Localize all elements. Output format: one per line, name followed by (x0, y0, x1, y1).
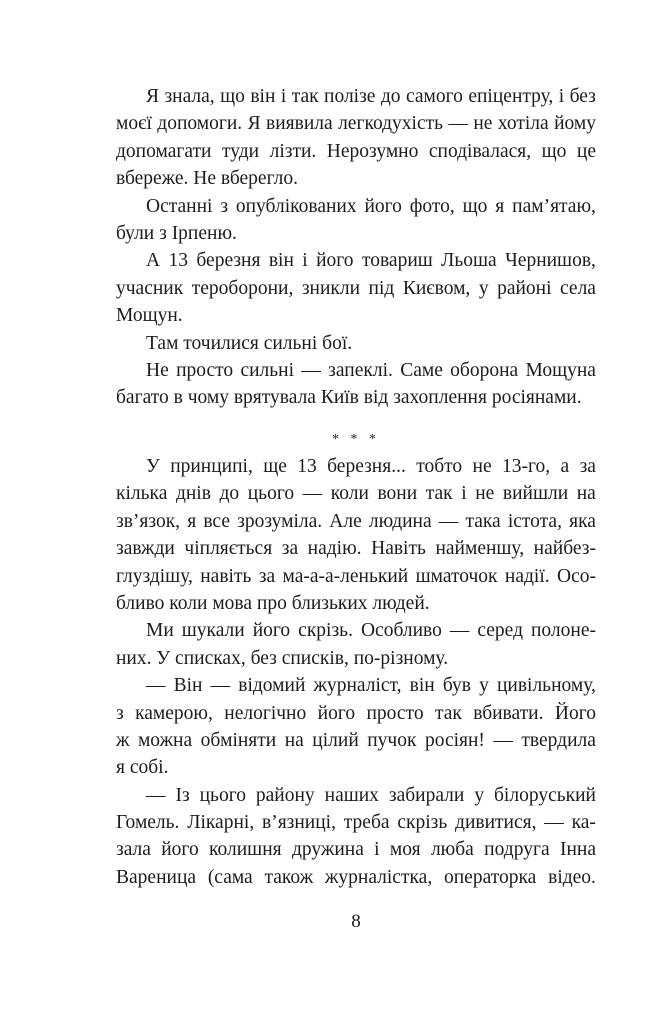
word: зв’язок, (116, 510, 181, 532)
word: він (250, 86, 276, 107)
word: на (576, 483, 596, 505)
page-number: 8 (351, 911, 361, 932)
text-line (116, 782, 596, 809)
word: — (544, 812, 564, 834)
word: оборона (450, 359, 519, 381)
word: кілька (116, 483, 168, 505)
word: просто (176, 359, 234, 381)
word: зала (116, 839, 151, 861)
word: треба (343, 812, 390, 834)
word: не (475, 483, 495, 505)
word: Вареница (116, 866, 197, 888)
word: Саме (400, 359, 443, 381)
word: нелогічно (224, 702, 307, 724)
word: забирали (388, 784, 465, 806)
word: Не (146, 359, 169, 381)
word: цілий (312, 729, 359, 751)
text-line (116, 138, 596, 165)
word: лізти. (269, 140, 317, 162)
text-line (116, 617, 596, 644)
word: Останні (146, 195, 213, 217)
word: його (316, 250, 354, 272)
word: наших (324, 784, 379, 806)
word: учасник (116, 277, 184, 299)
text-line (116, 83, 596, 110)
word: я (187, 510, 197, 532)
word: його (161, 839, 199, 861)
word: у (479, 675, 489, 697)
word: я (495, 195, 505, 217)
word: також (264, 866, 314, 888)
text-line (116, 700, 596, 727)
word: району (255, 784, 315, 806)
word: Києвом, (402, 277, 471, 299)
text-line (116, 727, 596, 754)
text-line: Мощун. (116, 305, 183, 327)
word: і (302, 250, 308, 272)
word: допомоги. (157, 113, 243, 135)
word: не (473, 113, 493, 135)
word: дивитися, (455, 812, 537, 834)
text-line: бливо коли мова про близьких людей. (116, 592, 430, 614)
word: у (474, 784, 485, 806)
section-break: * * * (332, 432, 380, 447)
text-line: я собі. (116, 757, 169, 779)
text-line: Там точилися сильні бої. (146, 332, 353, 354)
word: в’язниці, (262, 812, 336, 834)
word: відомий (238, 675, 306, 697)
word: легкодухість (338, 113, 444, 135)
word: цього (199, 784, 246, 806)
word: журналістка, (324, 866, 433, 888)
word: цього (247, 483, 295, 505)
word: його (364, 195, 402, 217)
word: Особливо (360, 620, 442, 642)
word: У (146, 456, 160, 477)
word: камерою, (135, 702, 213, 724)
word: обміняти (200, 729, 277, 751)
word: Його (554, 702, 596, 724)
word: людина (368, 510, 432, 532)
text-line (116, 357, 596, 384)
word: був (442, 675, 471, 697)
word: — (448, 113, 468, 135)
word: Гомель. (116, 812, 180, 834)
text-line (116, 563, 596, 590)
word: що (220, 86, 245, 107)
word: і (558, 86, 565, 107)
word: дружина (291, 839, 364, 861)
word: районі (497, 277, 552, 299)
word: хотіла (497, 113, 549, 135)
word: принципі, (170, 456, 253, 477)
word: — (146, 675, 166, 697)
word: скрізь. (298, 620, 353, 642)
word: сильні (240, 359, 295, 381)
word: вони (377, 483, 418, 505)
word: Але (329, 510, 362, 532)
word: Мощуна (525, 359, 596, 381)
word: і (374, 839, 380, 861)
word: серед (477, 620, 523, 642)
word: Нерозумно (326, 140, 419, 162)
text-line (116, 275, 596, 302)
text-line (116, 193, 596, 220)
word: тобто (416, 456, 463, 477)
text-line (116, 809, 596, 836)
word: А (146, 250, 161, 272)
word: йому (554, 113, 596, 135)
word: — (146, 784, 166, 806)
text-line: багато в чому врятувала Київ від захоплення росіянами. (116, 387, 582, 409)
word: Льоша (441, 250, 497, 272)
word: все (203, 510, 230, 532)
word: білоруський (494, 784, 596, 806)
text-line (116, 672, 596, 699)
word: за (281, 538, 299, 560)
word: на (284, 729, 304, 751)
word: твердила (521, 729, 596, 751)
word: вбивати. (473, 702, 544, 724)
word: навіть (200, 565, 252, 587)
text-line (116, 247, 596, 274)
text-line (116, 508, 596, 535)
word: подруга (484, 839, 550, 861)
word: Навіть (371, 538, 426, 560)
word: коли (330, 483, 369, 505)
word: допомагати (116, 140, 212, 162)
word: надії. (504, 565, 550, 587)
word: за (579, 456, 596, 477)
word: він (268, 250, 294, 272)
word: його (317, 702, 356, 724)
word: березня... (327, 456, 406, 477)
word: відео. (548, 866, 596, 888)
word: ма-а-а-ленький (282, 565, 409, 587)
word: росіян! (424, 729, 485, 751)
word: і (461, 483, 467, 505)
text-line (116, 110, 596, 137)
text-line (116, 453, 596, 480)
word: Я (146, 86, 160, 107)
word: виявила (266, 113, 333, 135)
word: самого (406, 86, 463, 107)
word: так (291, 86, 319, 107)
word: Із (175, 784, 190, 806)
word: надію. (307, 538, 362, 560)
word: з (116, 702, 124, 724)
word: шматочок (415, 565, 498, 587)
word: ж (116, 729, 130, 751)
word: — (493, 729, 513, 751)
word: за (258, 565, 276, 587)
word: чіпляється (184, 538, 273, 560)
word: полоне- (531, 620, 596, 642)
word: журналіст, (313, 675, 402, 697)
text-line: них. У списках, без списків, по-різному. (116, 647, 449, 669)
word: скрізь (397, 812, 448, 834)
word: і (280, 86, 287, 107)
word: моєї (116, 113, 152, 135)
word: знала, (164, 86, 215, 107)
word: полізе (324, 86, 376, 107)
word: товариш (361, 250, 433, 272)
word: завжди (116, 538, 175, 560)
word: що (462, 195, 488, 217)
word: тероборони, (191, 277, 294, 299)
word: 13 (297, 456, 317, 477)
word: люба (430, 839, 474, 861)
word: цивільному, (496, 675, 596, 697)
word: Чернишов, (505, 250, 596, 272)
word: березня (196, 250, 261, 272)
word: запеклі. (328, 359, 393, 381)
word: він (409, 675, 435, 697)
word: можна (137, 729, 193, 751)
word: ще (263, 456, 287, 477)
word: під (368, 277, 395, 299)
word: так (434, 702, 462, 724)
word: це (576, 140, 596, 162)
word: найбез- (533, 538, 596, 560)
word: 13 (168, 250, 188, 272)
text-line (116, 864, 596, 891)
word: у (478, 277, 489, 299)
word: Лікарні, (187, 812, 255, 834)
text-line: були з Ірпеню. (116, 222, 237, 244)
word: яка (569, 510, 596, 532)
word: опублікованих (235, 195, 357, 217)
word: — (449, 620, 470, 642)
word: з (220, 195, 229, 217)
text-line (116, 836, 596, 863)
word: до (380, 86, 401, 107)
text-line (116, 535, 596, 562)
word: така (465, 510, 501, 532)
word: без (569, 86, 596, 107)
word: не (472, 456, 492, 477)
word: зникли (301, 277, 361, 299)
word: вийшли (502, 483, 569, 505)
word: колишня (209, 839, 282, 861)
word: 13-го, (502, 456, 551, 477)
word: глуздішу, (116, 565, 193, 587)
word: що (541, 140, 567, 162)
word: (сама (207, 866, 253, 888)
word: шукали (181, 620, 245, 642)
word: Ми (146, 620, 174, 642)
text-block-2 (116, 453, 596, 891)
word: істота, (507, 510, 562, 532)
word: епіцентру, (468, 86, 554, 107)
word: Інна (559, 839, 596, 861)
word: — (302, 483, 323, 505)
word: — (210, 675, 231, 697)
word: операторка (443, 866, 537, 888)
text-line (116, 480, 596, 507)
word: просто (366, 702, 424, 724)
word: села (560, 277, 596, 299)
word: моя (389, 839, 421, 861)
word: Я (247, 113, 261, 135)
word: ка- (571, 812, 596, 834)
word: так (425, 483, 453, 505)
text-line: вбереже. Не вберегло. (116, 168, 298, 190)
word: сподівалася, (428, 140, 532, 162)
word: найменшу, (435, 538, 525, 560)
word: пам’ятаю, (512, 195, 596, 217)
word: до (219, 483, 240, 505)
word: а (560, 456, 570, 477)
word: його (252, 620, 291, 642)
text-block-1 (116, 83, 596, 412)
word: пучок (367, 729, 417, 751)
word: Осо- (557, 565, 596, 587)
word: туди (221, 140, 260, 162)
word: Він (173, 675, 203, 697)
word: — (301, 359, 321, 381)
word: зрозуміла. (237, 510, 323, 532)
word: — (438, 510, 459, 532)
word: фото, (409, 195, 455, 217)
word: днів (175, 483, 211, 505)
